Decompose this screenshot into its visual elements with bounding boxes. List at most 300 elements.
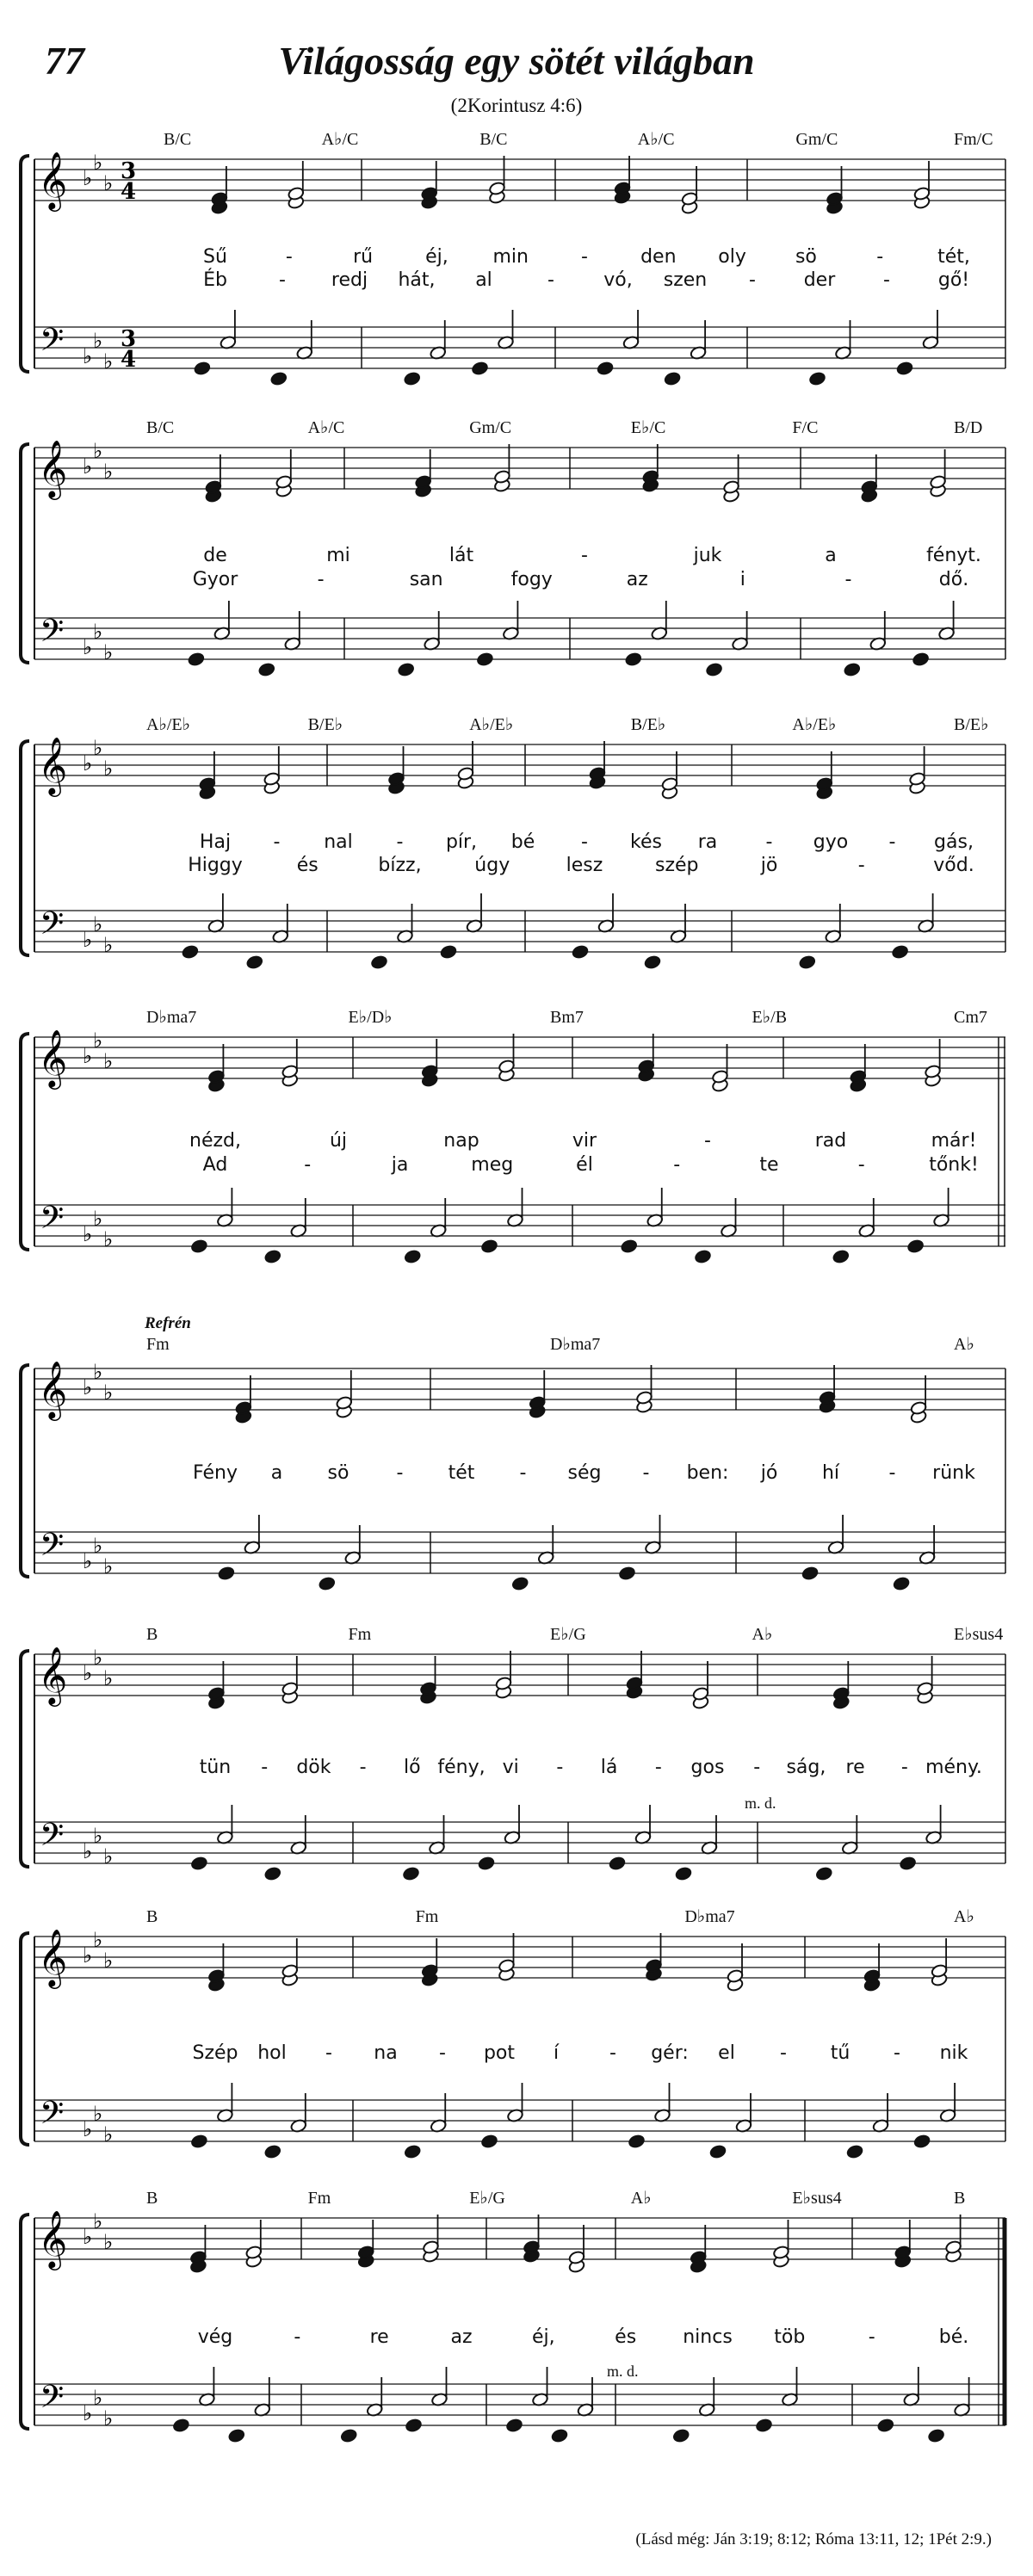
notehead (609, 1856, 626, 1870)
lyric-syllable: oly (718, 246, 746, 268)
lyric-syllable: - (876, 246, 884, 268)
footnote: (Lásd még: Ján 3:19; 8:12; Róma 13:11, 12; 1Pét 2:9.) (635, 2530, 992, 2548)
lyric-syllable: rad (814, 1130, 847, 1152)
lyric-syllable: re (369, 2326, 389, 2348)
lyric-syllable: új (329, 1130, 348, 1152)
lyric-syllable: gos (690, 1757, 725, 1778)
lyric-syllable: fény, (437, 1757, 486, 1778)
chord-symbol: A♭ (630, 2189, 652, 2208)
notehead (404, 2144, 421, 2159)
lyric-syllable: - (749, 269, 756, 291)
lyric-syllable: al (475, 269, 492, 291)
system-2 (21, 418, 1005, 677)
system-brace (21, 1933, 29, 2145)
lyric-syllable: vir (572, 1130, 597, 1152)
system-5 (21, 1335, 1005, 1591)
lyric-syllable: - (642, 1462, 650, 1484)
flat-sign: ♭ (83, 1839, 93, 1863)
chord-symbol: B/C (479, 130, 508, 149)
lyric-syllable: töb (774, 2326, 806, 2348)
flat-sign: ♭ (93, 620, 103, 644)
flat-sign: ♭ (103, 2406, 114, 2431)
lyric-syllable: pot (483, 2042, 516, 2064)
notehead (319, 1576, 336, 1591)
notehead (264, 1866, 281, 1881)
bass-staff (34, 911, 1005, 952)
bass-clef: 𝄢 (40, 2095, 65, 2139)
treble-clef: 𝄞 (38, 151, 68, 209)
notehead (706, 662, 723, 676)
lyric-syllable: - (304, 1154, 312, 1176)
system-6 (21, 1625, 1005, 1881)
lyric-syllable: - (556, 1757, 564, 1778)
lyric-syllable: te (759, 1154, 779, 1176)
chord-symbol: Cm7 (954, 1008, 987, 1027)
lyric-syllable: nap (443, 1130, 479, 1152)
lyric-syllable: hí (821, 1462, 840, 1484)
flat-sign: ♭ (83, 1943, 93, 1968)
lyric-syllable: bé (510, 831, 535, 853)
notehead (846, 2144, 863, 2159)
flat-sign: ♭ (103, 1666, 114, 1690)
flat-sign: ♭ (83, 751, 93, 775)
flat-sign: ♭ (103, 171, 114, 195)
notehead (264, 1249, 281, 1263)
lyric-syllable: éj, (425, 246, 448, 268)
lyric-syllable: mi (326, 545, 350, 566)
treble-staff (34, 744, 1005, 786)
notehead (440, 944, 457, 959)
notehead (478, 1856, 495, 1870)
lyric-syllable: juk (693, 545, 722, 566)
lyric-syllable: - (439, 2042, 446, 2064)
notehead (892, 944, 909, 959)
treble-clef: 𝄞 (38, 1928, 68, 1986)
treble-staff (34, 2218, 1005, 2259)
notehead (246, 954, 263, 969)
flat-sign: ♭ (83, 1549, 93, 1573)
lyric-syllable: gér: (651, 2042, 689, 2064)
lyric-syllable: hát, (398, 269, 436, 291)
notehead (625, 652, 642, 666)
chord-symbol: E♭/G (550, 1625, 586, 1644)
lyric-syllable: Ad (202, 1154, 228, 1176)
flat-sign: ♭ (103, 1844, 114, 1869)
notehead (218, 1566, 235, 1580)
flat-sign: ♭ (93, 439, 103, 463)
lyric-syllable: - (868, 2326, 875, 2348)
bass-staff (34, 618, 1005, 659)
notehead (877, 2418, 894, 2432)
lyric-syllable: - (279, 269, 286, 291)
lyric-syllable: bé. (938, 2326, 969, 2348)
flat-sign: ♭ (103, 1949, 114, 1973)
chord-symbol: D♭ma7 (146, 1008, 197, 1027)
chord-symbol: E♭/B (752, 1008, 788, 1027)
notehead (799, 954, 816, 969)
chord-symbol: B/C (164, 130, 192, 149)
lyric-syllable: és (615, 2326, 637, 2348)
flat-sign: ♭ (83, 2117, 93, 2141)
flat-sign: ♭ (93, 1646, 103, 1670)
lyric-syllable: pír, (445, 831, 478, 853)
chord-symbol: A♭/E♭ (792, 715, 837, 734)
chord-symbol: A♭/C (321, 130, 359, 149)
lyric-syllable: - (396, 1462, 404, 1484)
notehead (270, 371, 288, 386)
chord-symbol: E♭sus4 (954, 1625, 1004, 1644)
lyric-syllable: és (296, 855, 319, 876)
scripture-reference: (2Korintusz 4:6) (450, 95, 583, 116)
lyric-syllable: jö (760, 855, 778, 876)
chord-symbol: A♭ (954, 1335, 974, 1354)
lyric-syllable: - (673, 1154, 681, 1176)
lyric-syllable: Fény (193, 1462, 238, 1484)
notehead (907, 1239, 925, 1253)
lyric-syllable: - (581, 831, 588, 853)
lyric-syllable: - (359, 1757, 367, 1778)
system-brace (21, 444, 29, 663)
lyric-syllable: - (780, 2042, 787, 2064)
notehead (258, 662, 275, 676)
notehead (188, 652, 205, 666)
notehead (694, 1249, 711, 1263)
lyric-syllable: tün (199, 1757, 232, 1778)
chord-symbol: Fm (146, 1335, 170, 1354)
bass-staff (34, 1822, 1005, 1863)
bass-clef: 𝄢 (40, 2379, 65, 2423)
notehead (900, 1856, 917, 1870)
notehead (621, 1239, 638, 1253)
treble-clef: 𝄞 (38, 1029, 68, 1087)
lyric-syllable: vó, (603, 269, 633, 291)
lyric-syllable: - (261, 1757, 269, 1778)
chord-symbol: B/E♭ (630, 715, 666, 734)
notehead (182, 944, 199, 959)
system-brace (21, 741, 29, 955)
lyric-syllable: Haj (199, 831, 232, 853)
bass-clef: 𝄢 (40, 1200, 65, 1244)
chord-symbol: E♭/D♭ (348, 1008, 393, 1027)
lyric-syllable: meg (471, 1154, 514, 1176)
flat-sign: ♭ (103, 757, 114, 781)
chord-symbol: A♭/C (637, 130, 675, 149)
chord-symbol: Gm/C (469, 418, 512, 437)
lyric-syllable: - (888, 1462, 896, 1484)
chord-symbol: E♭sus4 (792, 2189, 842, 2208)
lyric-syllable: - (294, 2326, 301, 2348)
lyric-syllable: - (753, 1757, 761, 1778)
lyric-syllable: vi (502, 1757, 519, 1778)
flat-sign: ♭ (93, 1534, 103, 1558)
treble-clef: 𝄞 (38, 1646, 68, 1704)
lyric-syllable: - (519, 1462, 527, 1484)
lyric-syllable: nal (324, 831, 353, 853)
treble-clef: 𝄞 (38, 439, 68, 497)
flat-sign: ♭ (103, 933, 114, 957)
time-signature-bottom: 4 (121, 347, 137, 373)
notehead (644, 954, 661, 969)
chord-symbol: Bm7 (550, 1008, 584, 1027)
lyric-syllable: el (718, 2042, 735, 2064)
bass-staff (34, 2384, 1005, 2425)
lyric-syllable: san (409, 569, 443, 590)
system-brace (21, 2215, 29, 2429)
lyric-syllable: gyo (813, 831, 849, 853)
lyric-syllable: él (576, 1154, 593, 1176)
lyric-syllable: - (900, 1757, 908, 1778)
lyric-syllable: az (626, 569, 648, 590)
lyric-syllable: gás, (934, 831, 974, 853)
lyric-syllable: dök (296, 1757, 331, 1778)
chord-symbol: Fm (348, 1625, 372, 1644)
treble-clef: 𝄞 (38, 2209, 68, 2268)
chord-symbol: B/E♭ (307, 715, 343, 734)
chord-symbol: E♭/G (469, 2189, 505, 2208)
flat-sign: ♭ (93, 736, 103, 760)
notehead (404, 1249, 421, 1263)
chord-symbol: B (146, 1625, 158, 1644)
flat-sign: ♭ (83, 1661, 93, 1685)
treble-staff (34, 1654, 1005, 1696)
notehead (476, 652, 493, 666)
lyric-syllable: nik (939, 2042, 968, 2064)
flat-sign: ♭ (103, 1227, 114, 1251)
flat-sign: ♭ (93, 1207, 103, 1231)
notehead (832, 1249, 850, 1263)
notehead (928, 2428, 945, 2443)
flat-sign: ♭ (83, 166, 93, 190)
lyric-syllable: tét (448, 1462, 475, 1484)
lyric-syllable: a (270, 1462, 283, 1484)
chord-symbol: A♭ (954, 1907, 974, 1926)
flat-sign: ♭ (83, 2401, 93, 2425)
flat-sign: ♭ (93, 912, 103, 936)
lyric-syllable: tét, (937, 246, 970, 268)
lyric-syllable: úgy (474, 855, 510, 876)
hymn-title: Világosság egy sötét világban (278, 39, 755, 83)
flat-sign: ♭ (103, 1049, 114, 1073)
notehead (471, 361, 488, 375)
notehead (815, 1866, 832, 1881)
notehead (194, 361, 211, 375)
treble-clef: 𝄞 (38, 1360, 68, 1418)
flat-sign: ♭ (83, 1044, 93, 1068)
lyric-syllable: - (894, 2042, 900, 2064)
bass-clef: 𝄢 (40, 1817, 65, 1861)
lyric-syllable: redj (331, 269, 368, 291)
time-signature-top: 3 (121, 326, 137, 352)
notehead (618, 1566, 635, 1580)
flat-sign: ♭ (93, 2102, 103, 2126)
lyric-syllable: nézd, (189, 1130, 241, 1152)
lyric-syllable: tőnk! (929, 1154, 979, 1176)
lyric-syllable: - (654, 1757, 662, 1778)
lyric-syllable: mény. (925, 1757, 982, 1778)
lyric-syllable: gő! (937, 269, 970, 291)
notehead (844, 662, 861, 676)
lyric-syllable: lát (448, 545, 474, 566)
lyric-syllable: - (396, 831, 404, 853)
lyric-syllable: - (547, 269, 554, 291)
lyric-syllable: re (845, 1757, 865, 1778)
lyric-syllable: vég (197, 2326, 233, 2348)
lyric-syllable: rünk (932, 1462, 975, 1484)
flat-sign: ♭ (93, 2386, 103, 2410)
system-1 (21, 130, 1005, 386)
bass-clef: 𝄢 (40, 905, 65, 949)
lyric-syllable: der (803, 269, 836, 291)
chord-symbol: Gm/C (795, 130, 838, 149)
notehead (190, 1856, 207, 1870)
lyric-syllable: dő. (938, 569, 969, 590)
lyric-syllable: ben: (686, 1462, 729, 1484)
lyric-syllable: tű (830, 2042, 851, 2064)
lyric-syllable: lesz (566, 855, 603, 876)
lyric-syllable: Szép (192, 2042, 238, 2064)
chord-symbol: B (954, 2189, 966, 2208)
lyric-syllable: Higgy (188, 855, 243, 876)
lyric-syllable: ja (391, 1154, 409, 1176)
manualiter-marking: m. d. (607, 2363, 639, 2380)
system-brace (21, 156, 29, 372)
lyric-syllable: - (285, 246, 293, 268)
notehead (628, 2134, 645, 2148)
flat-sign: ♭ (103, 1554, 114, 1578)
lyric-syllable: jó (760, 1462, 778, 1484)
lyric-syllable: bízz, (378, 855, 422, 876)
flat-sign: ♭ (93, 1360, 103, 1384)
system-8 (21, 2189, 1005, 2443)
lyric-syllable: Éb (203, 269, 227, 291)
flat-sign: ♭ (103, 640, 114, 664)
treble-staff (34, 1937, 1005, 1978)
flat-sign: ♭ (93, 151, 103, 175)
notehead (370, 954, 387, 969)
lyric-syllable: ság, (786, 1757, 826, 1778)
notehead (597, 361, 614, 375)
lyric-syllable: - (609, 2042, 616, 2064)
flat-sign: ♭ (83, 1375, 93, 1399)
flat-sign: ♭ (93, 1928, 103, 1952)
notehead (228, 2428, 245, 2443)
lyric-syllable: - (857, 1154, 865, 1176)
lyric-syllable: hol (257, 2042, 287, 2064)
time-signature-top: 3 (121, 158, 137, 184)
notehead (755, 2418, 772, 2432)
notehead (675, 1866, 692, 1881)
flat-sign: ♭ (83, 344, 93, 368)
notehead (808, 371, 826, 386)
lyric-syllable: de (203, 545, 227, 566)
notehead (404, 371, 421, 386)
notehead (572, 944, 589, 959)
lyric-syllable: rű (353, 246, 374, 268)
chord-symbol: D♭ma7 (684, 1907, 735, 1926)
chord-symbol: Fm/C (954, 130, 993, 149)
notehead (801, 1566, 819, 1580)
treble-staff (34, 1368, 1005, 1410)
lyric-syllable: Gyor (192, 569, 238, 590)
bass-staff (34, 2100, 1005, 2141)
bass-clef: 𝄢 (40, 613, 65, 657)
lyric-syllable: az (450, 2326, 473, 2348)
lyric-syllable: ra (697, 831, 718, 853)
lyric-syllable: í (553, 2042, 560, 2064)
lyric-syllable: sö (795, 246, 817, 268)
lyric-syllable: i (739, 569, 745, 590)
system-7 (21, 1907, 1005, 2159)
bass-staff (34, 1532, 1005, 1573)
chord-symbol: B/D (954, 418, 983, 437)
flat-sign: ♭ (83, 635, 93, 659)
lyric-syllable: - (581, 246, 588, 268)
lyric-syllable: fényt. (926, 545, 981, 566)
chord-symbol: B (146, 1907, 158, 1926)
treble-staff (34, 159, 1005, 201)
notehead (172, 2418, 189, 2432)
refrain-label: Refrén (145, 1314, 191, 1332)
lyric-syllable: fogy (510, 569, 553, 590)
notehead (511, 1576, 529, 1591)
chord-symbol: B/E♭ (954, 715, 989, 734)
chord-symbol: D♭ma7 (550, 1335, 601, 1354)
lyric-syllable: ség (567, 1462, 602, 1484)
flat-sign: ♭ (83, 1222, 93, 1246)
chord-symbol: F/C (792, 418, 819, 437)
flat-sign: ♭ (93, 329, 103, 353)
lyric-syllable: - (273, 831, 281, 853)
flat-sign: ♭ (103, 460, 114, 484)
lyric-syllable: a (825, 545, 837, 566)
notehead (913, 2134, 931, 2148)
lyric-syllable: szen (663, 269, 708, 291)
lyric-syllable: - (581, 545, 588, 566)
notehead (405, 2418, 422, 2432)
lyric-syllable: - (704, 1130, 711, 1152)
lyric-syllable: - (888, 831, 896, 853)
lyric-syllable: már! (931, 1130, 977, 1152)
notehead (893, 1576, 910, 1591)
notehead (672, 2428, 690, 2443)
notehead (340, 2428, 357, 2443)
lyric-syllable: Sű (203, 246, 227, 268)
notehead (505, 2418, 523, 2432)
chord-symbol: A♭ (752, 1625, 773, 1644)
notehead (709, 2144, 727, 2159)
system-brace (21, 1651, 29, 1867)
notehead (402, 1866, 419, 1881)
lyric-syllable: lá (600, 1757, 618, 1778)
bass-staff (34, 327, 1005, 368)
lyric-syllable: - (883, 269, 890, 291)
lyric-syllable: lő (404, 1757, 421, 1778)
flat-sign: ♭ (83, 2225, 93, 2249)
flat-sign: ♭ (93, 1029, 103, 1053)
notehead (896, 361, 913, 375)
time-signature-bottom: 4 (121, 179, 137, 205)
chord-symbol: A♭/C (307, 418, 345, 437)
notehead (912, 652, 930, 666)
flat-sign: ♭ (83, 928, 93, 952)
notehead (264, 2144, 281, 2159)
notehead (664, 371, 681, 386)
flat-sign: ♭ (103, 349, 114, 374)
lyric-syllable: - (765, 831, 773, 853)
system-brace (21, 1034, 29, 1250)
flat-sign: ♭ (93, 1824, 103, 1848)
lyric-syllable: éj, (532, 2326, 555, 2348)
